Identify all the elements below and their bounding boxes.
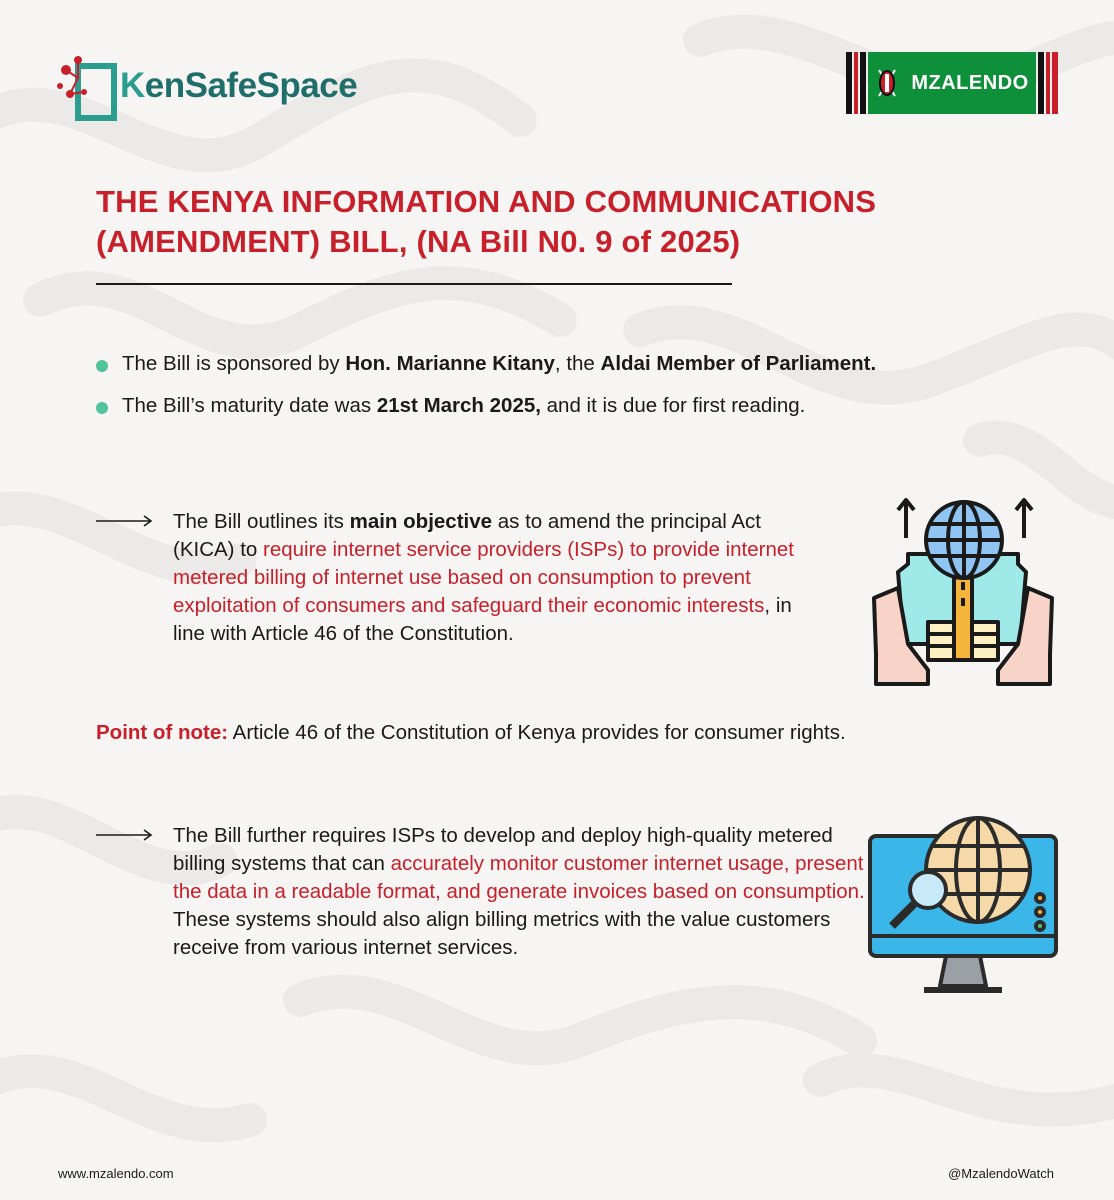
bullet-list (96, 350, 1056, 434)
footer-website[interactable]: www.mzalendo.com (58, 1166, 174, 1181)
kensafespace-mark-icon (56, 52, 128, 124)
point-of-note: Point of note: Article 46 of the Constitution of Kenya provides for consumer rights. (96, 721, 846, 744)
bullet-item-sponsor: The Bill is sponsored by Hon. Marianne Kitany, the Aldai Member of Parliament. (96, 350, 1056, 378)
title-line-1: THE KENYA INFORMATION AND COMMUNICATIONS (96, 184, 877, 219)
footer-handle[interactable]: @MzalendoWatch (948, 1166, 1054, 1181)
kensafespace-wordmark: KenSafeSpace (120, 66, 358, 105)
title-divider (96, 283, 732, 285)
objective-paragraph: The Bill outlines its main objective as to amend the principal Act (KICA) to require internet service providers (ISPs) to provide internet metered billing of internet use based on consumption to prevent exploitation of consumers and safeguard their economic interests, in line with Article 46 of the Constitution. (96, 508, 796, 648)
mzalendo-logo (846, 52, 1058, 114)
bullet-dot-icon (96, 402, 108, 414)
right-arrow-icon (96, 828, 154, 842)
page-title (96, 182, 1036, 262)
mzalendo-wordmark: MZALENDO (911, 71, 1029, 94)
monitor-globe-magnifier-icon (866, 806, 1062, 998)
billing-systems-paragraph: The Bill further requires ISPs to develop and deploy high-quality metered billing systems that can accurately monitor customer internet usage, present the data in a readable format, and generate invoices based on consumption. These systems should also align billing metrics with the value customers receive from various internet services. (96, 822, 866, 962)
bullet-item-maturity: The Bill’s maturity date was 21st March 2025, and it is due for first reading. (96, 392, 1056, 420)
shield-icon (875, 68, 899, 98)
kensafespace-logo (56, 52, 356, 124)
bullet-dot-icon (96, 360, 108, 372)
hands-holding-globe-icon (868, 494, 1058, 686)
title-line-2: (AMENDMENT) BILL, (NA Bill N0. 9 of 2025) (96, 224, 741, 259)
right-arrow-icon (96, 514, 154, 528)
